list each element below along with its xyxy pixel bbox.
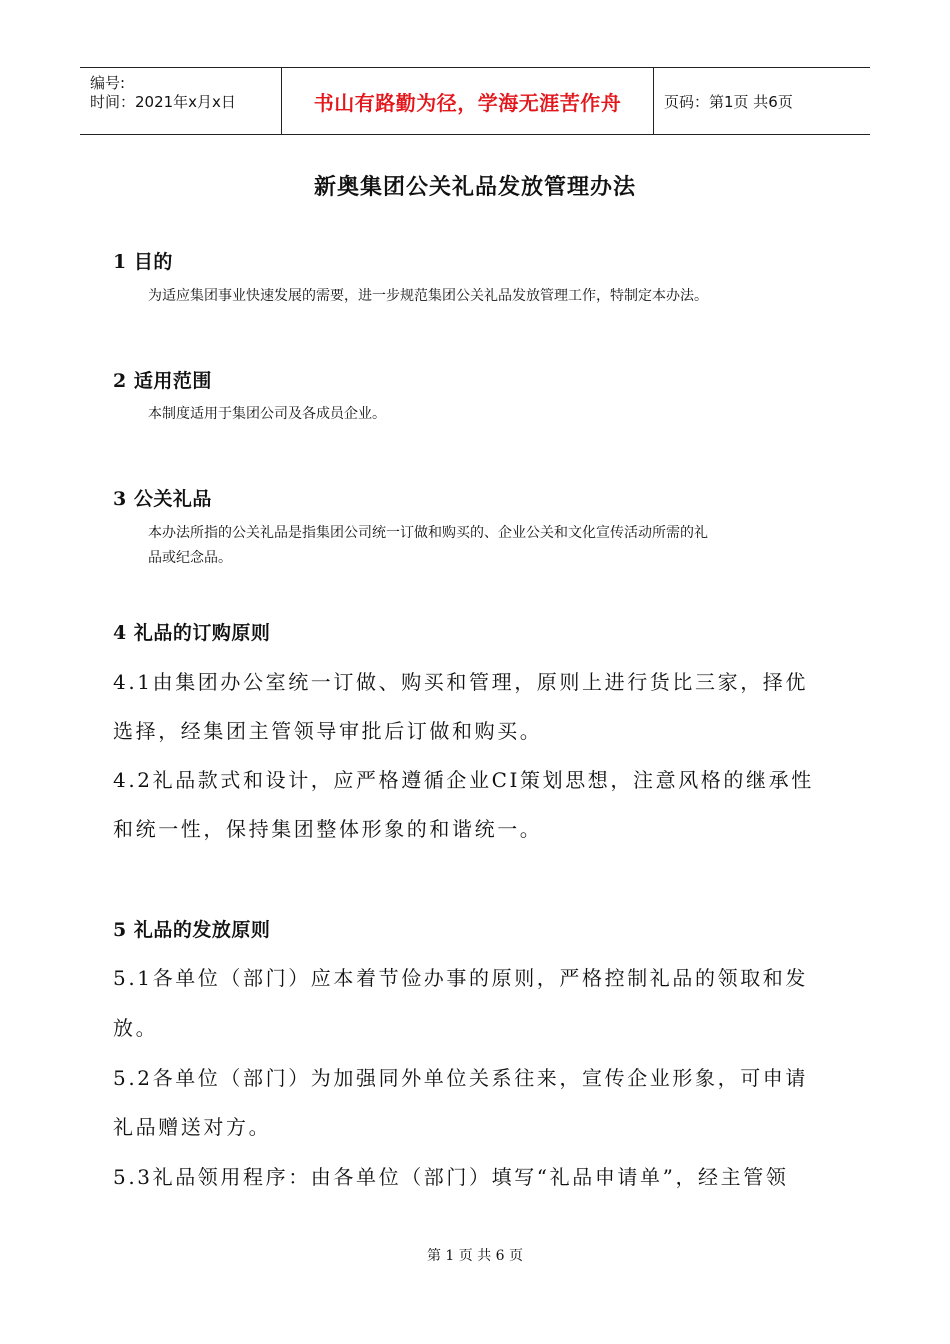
header-motto-cell <box>282 68 654 134</box>
header-page-info: 页码：第1页 共6页 <box>664 92 793 111</box>
section-4-line-3: 4.2礼品款式和设计，应严格遵循企业CI策划思想，注意风格的继承性 <box>113 768 814 792</box>
section-4-line-2: 选择，经集团主管领导审批后订做和购买。 <box>113 719 543 743</box>
section-2-text: 本制度适用于集团公司及各成员企业。 <box>148 406 386 422</box>
doc-date-label: 时间：2021年x月x日 <box>90 93 236 111</box>
page-footer: 第 1 页 共 6 页 <box>426 1248 524 1264</box>
document-title: 新奥集团公关礼品发放管理办法 <box>313 174 636 200</box>
section-5-line-1: 5.1各单位（部门）应本着节俭办事的原则，严格控制礼品的领取和发 <box>113 966 809 990</box>
section-4-line-4: 和统一性，保持集团整体形象的和谐统一。 <box>113 817 543 841</box>
section-3-text-line-2: 品或纪念品。 <box>148 550 232 566</box>
section-5-heading: 5 礼品的发放原则 <box>113 919 271 941</box>
section-5-line-3: 5.2各单位（部门）为加强同外单位关系往来，宣传企业形象，可申请 <box>113 1066 809 1090</box>
header-page-cell <box>654 68 870 134</box>
header-motto: 书山有路勤为径，学海无涯苦作舟 <box>313 90 622 115</box>
section-5-line-5: 5.3礼品领用程序：由各单位（部门）填写“礼品申请单”，经主管领 <box>113 1165 789 1189</box>
section-3-heading: 3 公关礼品 <box>113 488 212 510</box>
section-1-heading: 1 目的 <box>113 251 173 273</box>
section-3-text-line-1: 本办法所指的公关礼品是指集团公司统一订做和购买的、企业公关和文化宣传活动所需的礼 <box>148 525 708 541</box>
section-5-line-4: 礼品赠送对方。 <box>113 1115 272 1139</box>
document-header <box>80 67 870 135</box>
section-4-heading: 4 礼品的订购原则 <box>113 622 271 644</box>
header-meta-cell <box>80 68 282 134</box>
section-4-line-1: 4.1由集团办公室统一订做、购买和管理，原则上进行货比三家，择优 <box>113 670 809 694</box>
section-5-line-2: 放。 <box>113 1016 159 1040</box>
section-1-text: 为适应集团事业快速发展的需要，进一步规范集团公关礼品发放管理工作，特制定本办法。 <box>148 288 708 304</box>
section-2-heading: 2 适用范围 <box>113 370 212 392</box>
doc-number-label: 编号: <box>90 74 126 92</box>
